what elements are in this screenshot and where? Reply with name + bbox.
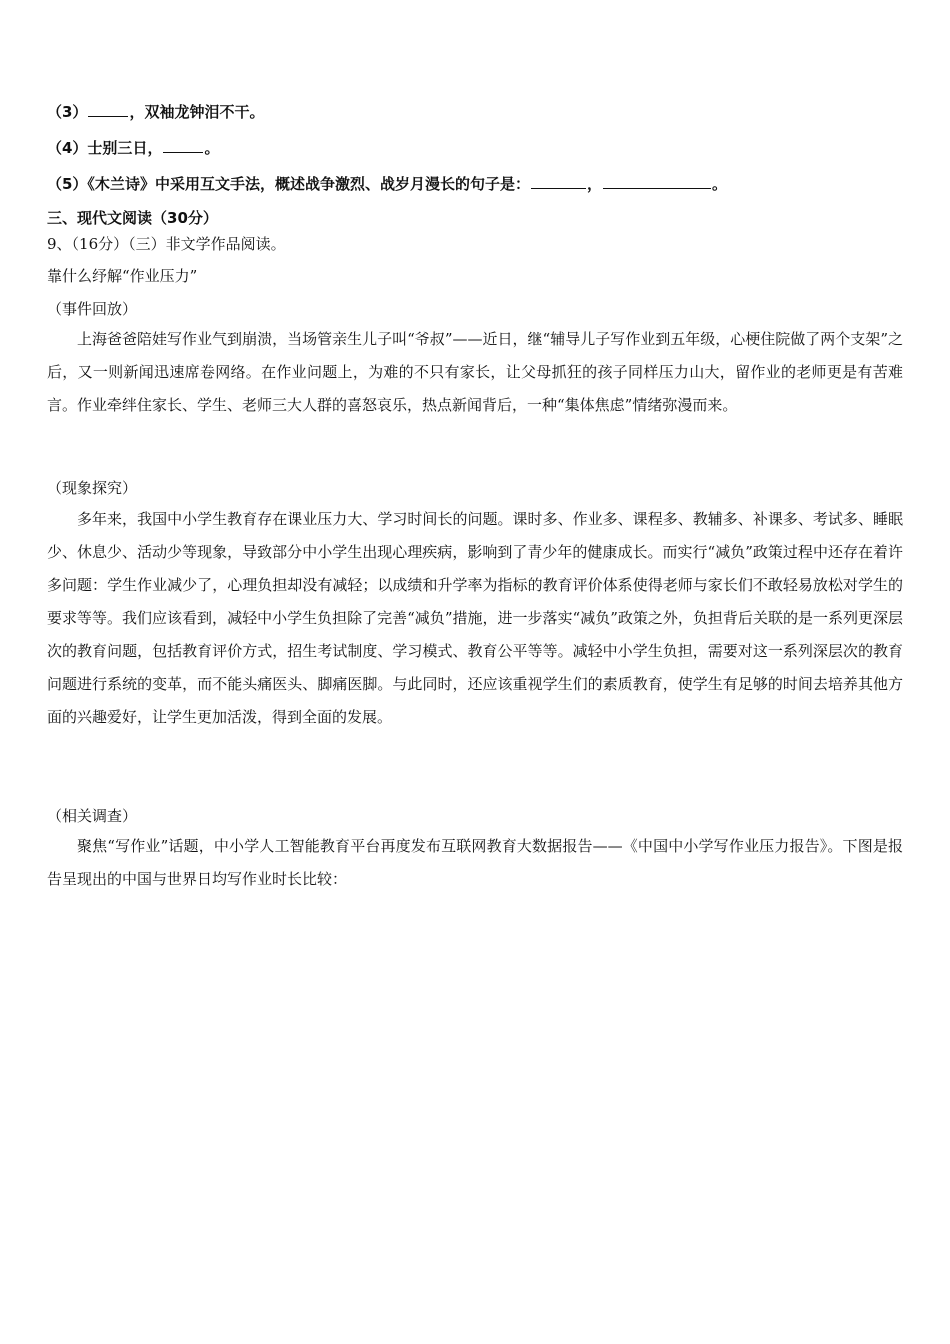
answer-blank (603, 174, 711, 189)
part-label-event: （事件回放） (47, 300, 138, 318)
q3-prefix: （3） (47, 103, 88, 121)
q4-prefix: （4）士别三日， (47, 139, 163, 157)
part-label-survey: （相关调查） (47, 807, 138, 825)
part-text-event: 上海爸爸陪娃写作业气到崩溃，当场管亲生儿子叫“爷叔”——近日，继“辅导儿子写作业到五年级，心梗住院做了两个支架”之后，又一则新闻迅速席卷网络。在作业问题上，为难的不只有家长，让父母抓狂的孩子同样压力山大，留作业的老师更是有苦难言。作业牵绊住家长、学生、老师三大人群的喜怒哀乐，热点新闻背后，一种“集体焦虑”情绪弥漫而来。 (47, 330, 903, 414)
question-4 (47, 137, 219, 158)
section-heading: 三、现代文阅读（30分） (47, 209, 218, 227)
q5-suffix: 。 (711, 175, 727, 193)
answer-blank (88, 102, 128, 117)
part-text-survey: 聚焦“写作业”话题，中小学人工智能教育平台再度发布互联网教育大数据报告——《中国中小学写作业压力报告》。下图是报告呈现出的中国与世界日均写作业时长比较： (47, 837, 903, 888)
q3-suffix: ，双袖龙钟泪不干。 (129, 103, 265, 121)
item-title: 9、（16分）（三）非文学作品阅读。 (47, 235, 286, 253)
question-5 (47, 173, 727, 194)
q4-suffix: 。 (204, 139, 220, 157)
q5-prefix: （5）《木兰诗》中采用互文手法，概述战争激烈、战岁月漫长的句子是： (47, 175, 530, 193)
answer-blank (163, 138, 203, 153)
answer-blank (531, 174, 586, 189)
article-title: 靠什么纾解“作业压力” (47, 267, 198, 285)
part-label-phenomenon: （现象探究） (47, 479, 138, 497)
part-text-phenomenon: 多年来，我国中小学生教育存在课业压力大、学习时间长的问题。课时多、作业多、课程多、教辅多、补课多、考试多、睡眠少、休息少、活动少等现象，导致部分中小学生出现心理疾病，影响到了青少年的健康成长。而实行“减负”政策过程中还存在着许多问题：学生作业减少了，心理负担却没有减轻；以成绩和升学率为指标的教育评价体系使得老师与家长们不敢轻易放松对学生的要求等等。我们应该看到，减轻中小学生负担除了完善“减负”措施，进一步落实“减负”政策之外，负担背后关联的是一系列更深层次的教育问题，包括教育评价方式，招生考试制度、学习模式、教育公平等等。减轻中小学生负担，需要对这一系列深层次的教育问题进行系统的变革，而不能头痛医头、脚痛医脚。与此同时，还应该重视学生们的素质教育，使学生有足够的时间去培养其他方面的兴趣爱好，让学生更加活泼，得到全面的发展。 (47, 510, 903, 726)
q5-mid: ， (586, 175, 602, 193)
question-3 (47, 101, 264, 122)
